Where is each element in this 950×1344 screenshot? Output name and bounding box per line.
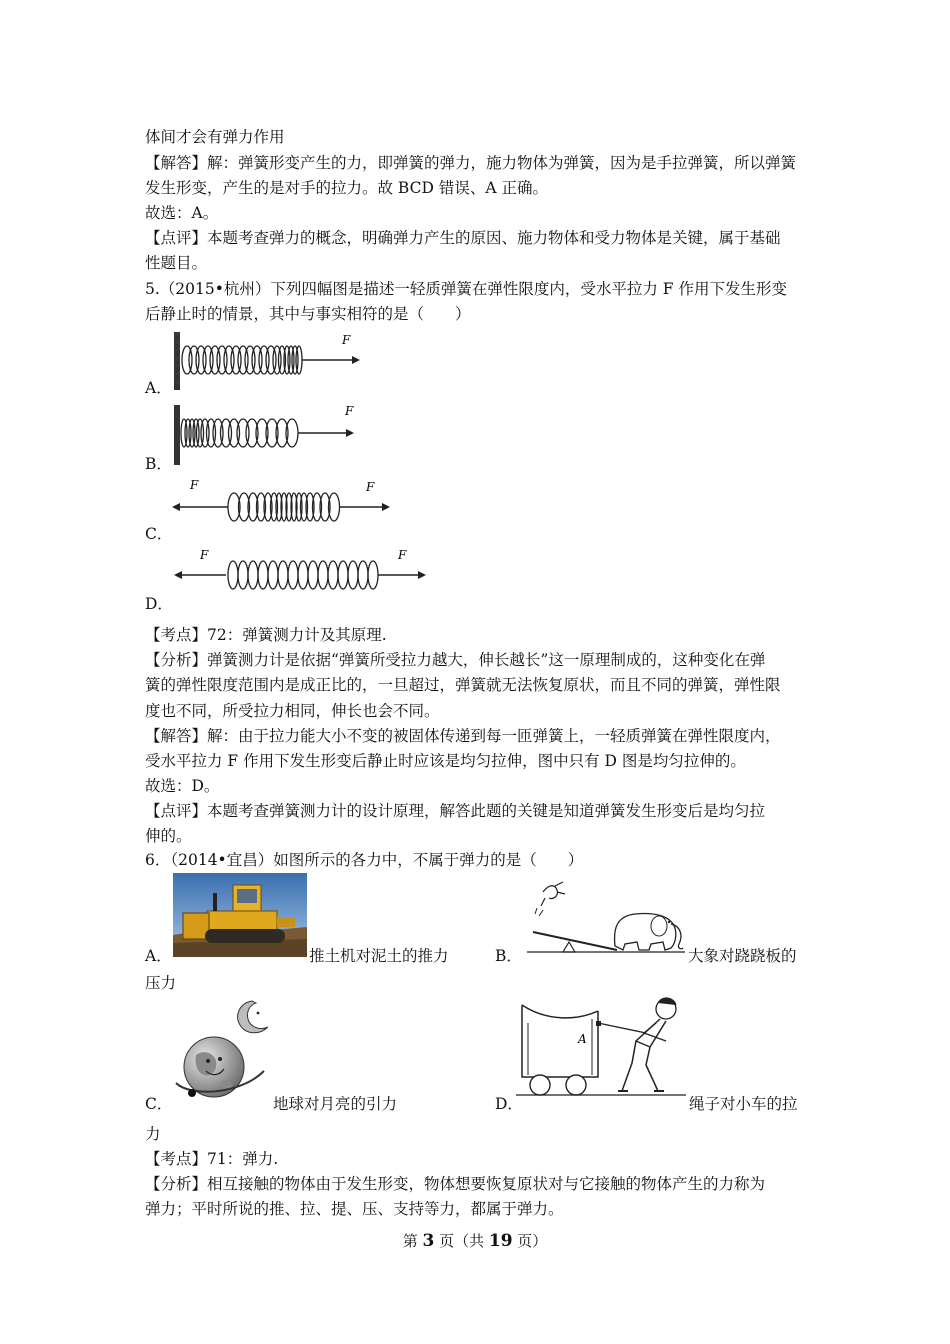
knowledge-point: 【考点】71：弹力. (145, 1150, 279, 1168)
spring-coils (228, 561, 378, 589)
text-line: 性题目。 (145, 254, 208, 272)
arrow-right-icon (346, 429, 354, 437)
text-line: 体间才会有弹力作用 (145, 128, 285, 146)
footer-mid: 页（共 (434, 1232, 489, 1250)
elephant-seesaw-figure (525, 878, 687, 956)
text-line: 力 (145, 1125, 161, 1143)
option-c-label: C． (145, 1095, 173, 1113)
option-a-label: A． (145, 379, 172, 397)
force-label: F (366, 480, 375, 494)
option-b-label: B． (145, 455, 172, 473)
moon-icon (238, 1001, 268, 1033)
answer-paragraph: 【解答】解：弹簧形变产生的力，即弹簧的弹力，施力物体为弹簧，因为是手拉弹簧，所以弹簧 (145, 154, 797, 172)
option-c-text: 地球对月亮的引力 (273, 1095, 398, 1113)
text-line: 受水平拉力 F 作用下发生形变后静止时应该是均匀拉伸，图中只有 D 图是均匀拉伸的。 (145, 752, 746, 770)
page-footer (0, 1230, 950, 1251)
arrow-right-icon (418, 571, 426, 579)
earth-moon-figure (170, 995, 280, 1105)
total-pages: 19 (488, 1231, 513, 1251)
spring-coils (181, 419, 298, 447)
spring-figure-b (170, 403, 370, 467)
answer-paragraph: 【解答】解：由于拉力能大小不变的被固体传递到每一匝弹簧上，一轻质弹簧在弹性限度内， (145, 727, 781, 745)
rope (598, 1023, 646, 1033)
footer-post: 页） (512, 1232, 548, 1250)
bulldozer-photo (173, 873, 307, 957)
option-d-label: D． (145, 595, 173, 613)
arrow-right-icon (382, 503, 390, 511)
option-a-label: A． (145, 947, 172, 965)
option-d-text: 绳子对小车的拉 (689, 1095, 798, 1113)
arrow-right-icon (352, 356, 360, 364)
analysis-paragraph: 【分析】相互接触的物体由于发生形变，物体想要恢复原状对与它接触的物体产生的力称为 (145, 1175, 766, 1193)
cart-label: A (578, 1032, 587, 1046)
arrow-left-icon (172, 503, 180, 511)
page-number: 3 (422, 1231, 435, 1251)
text-line: 弹力；平时所说的推、拉、提、压、支持等力，都属于弹力。 (145, 1200, 564, 1218)
comment-paragraph: 【点评】本题考查弹簧测力计的设计原理，解答此题的关键是知道弹簧发生形变后是均匀拉 (145, 802, 766, 820)
spring-figure-a (170, 330, 370, 392)
text-line: 后静止时的情景，其中与事实相符的是（ ） (145, 305, 471, 323)
question-6: 6．（2014•宜昌）如图所示的各力中，不属于弹力的是（ ） (145, 851, 584, 869)
option-d-label: D． (495, 1095, 523, 1113)
text-line: 簧的弹性限度范围内是成正比的，一旦超过，弹簧就无法恢复原状，而且不同的弹簧，弹性限 (145, 676, 781, 694)
spring-coils (182, 346, 302, 374)
force-label: F (342, 333, 351, 347)
option-b-text: 大象对跷跷板的 (688, 947, 797, 965)
wall-icon (174, 405, 180, 465)
question-5: 5.（2015•杭州）下列四幅图是描述一轻质弹簧在弹性限度内，受水平拉力 F 作用下发生形变 (145, 280, 787, 298)
text-line: 伸的。 (145, 827, 192, 845)
option-a-text: 推土机对泥土的推力 (309, 947, 449, 965)
analysis-paragraph: 【分析】弹簧测力计是依据“弹簧所受拉力越大，伸长越长”这一原理制成的，这种变化在弹 (145, 651, 766, 669)
force-label: F (398, 548, 407, 562)
spring-figure-d (170, 545, 430, 603)
force-label: F (345, 404, 354, 418)
text-line: 发生形变，产生的是对手的拉力。故 BCD 错误、A 正确。 (145, 179, 548, 197)
comment-paragraph: 【点评】本题考查弹力的概念，明确弹力产生的原因、施力物体和受力物体是关键，属于基础 (145, 229, 781, 247)
choice-line: 故选：A。 (145, 204, 219, 222)
force-label: F (190, 478, 199, 492)
knowledge-point: 【考点】72：弹簧测力计及其原理. (145, 626, 387, 644)
arrow-left-icon (174, 571, 182, 579)
text-line: 度也不同，所受拉力相同，伸长也会不同。 (145, 702, 440, 720)
spring-coils (228, 493, 340, 521)
footer-pre: 第 (402, 1232, 423, 1250)
choice-line: 故选：D。 (145, 777, 220, 795)
cart-pull-figure (516, 993, 688, 1101)
force-label: F (200, 548, 209, 562)
text-line: 压力 (145, 974, 177, 992)
spring-figure-c (170, 477, 395, 535)
option-c-label: C． (145, 525, 173, 543)
option-b-label: B． (495, 947, 522, 965)
